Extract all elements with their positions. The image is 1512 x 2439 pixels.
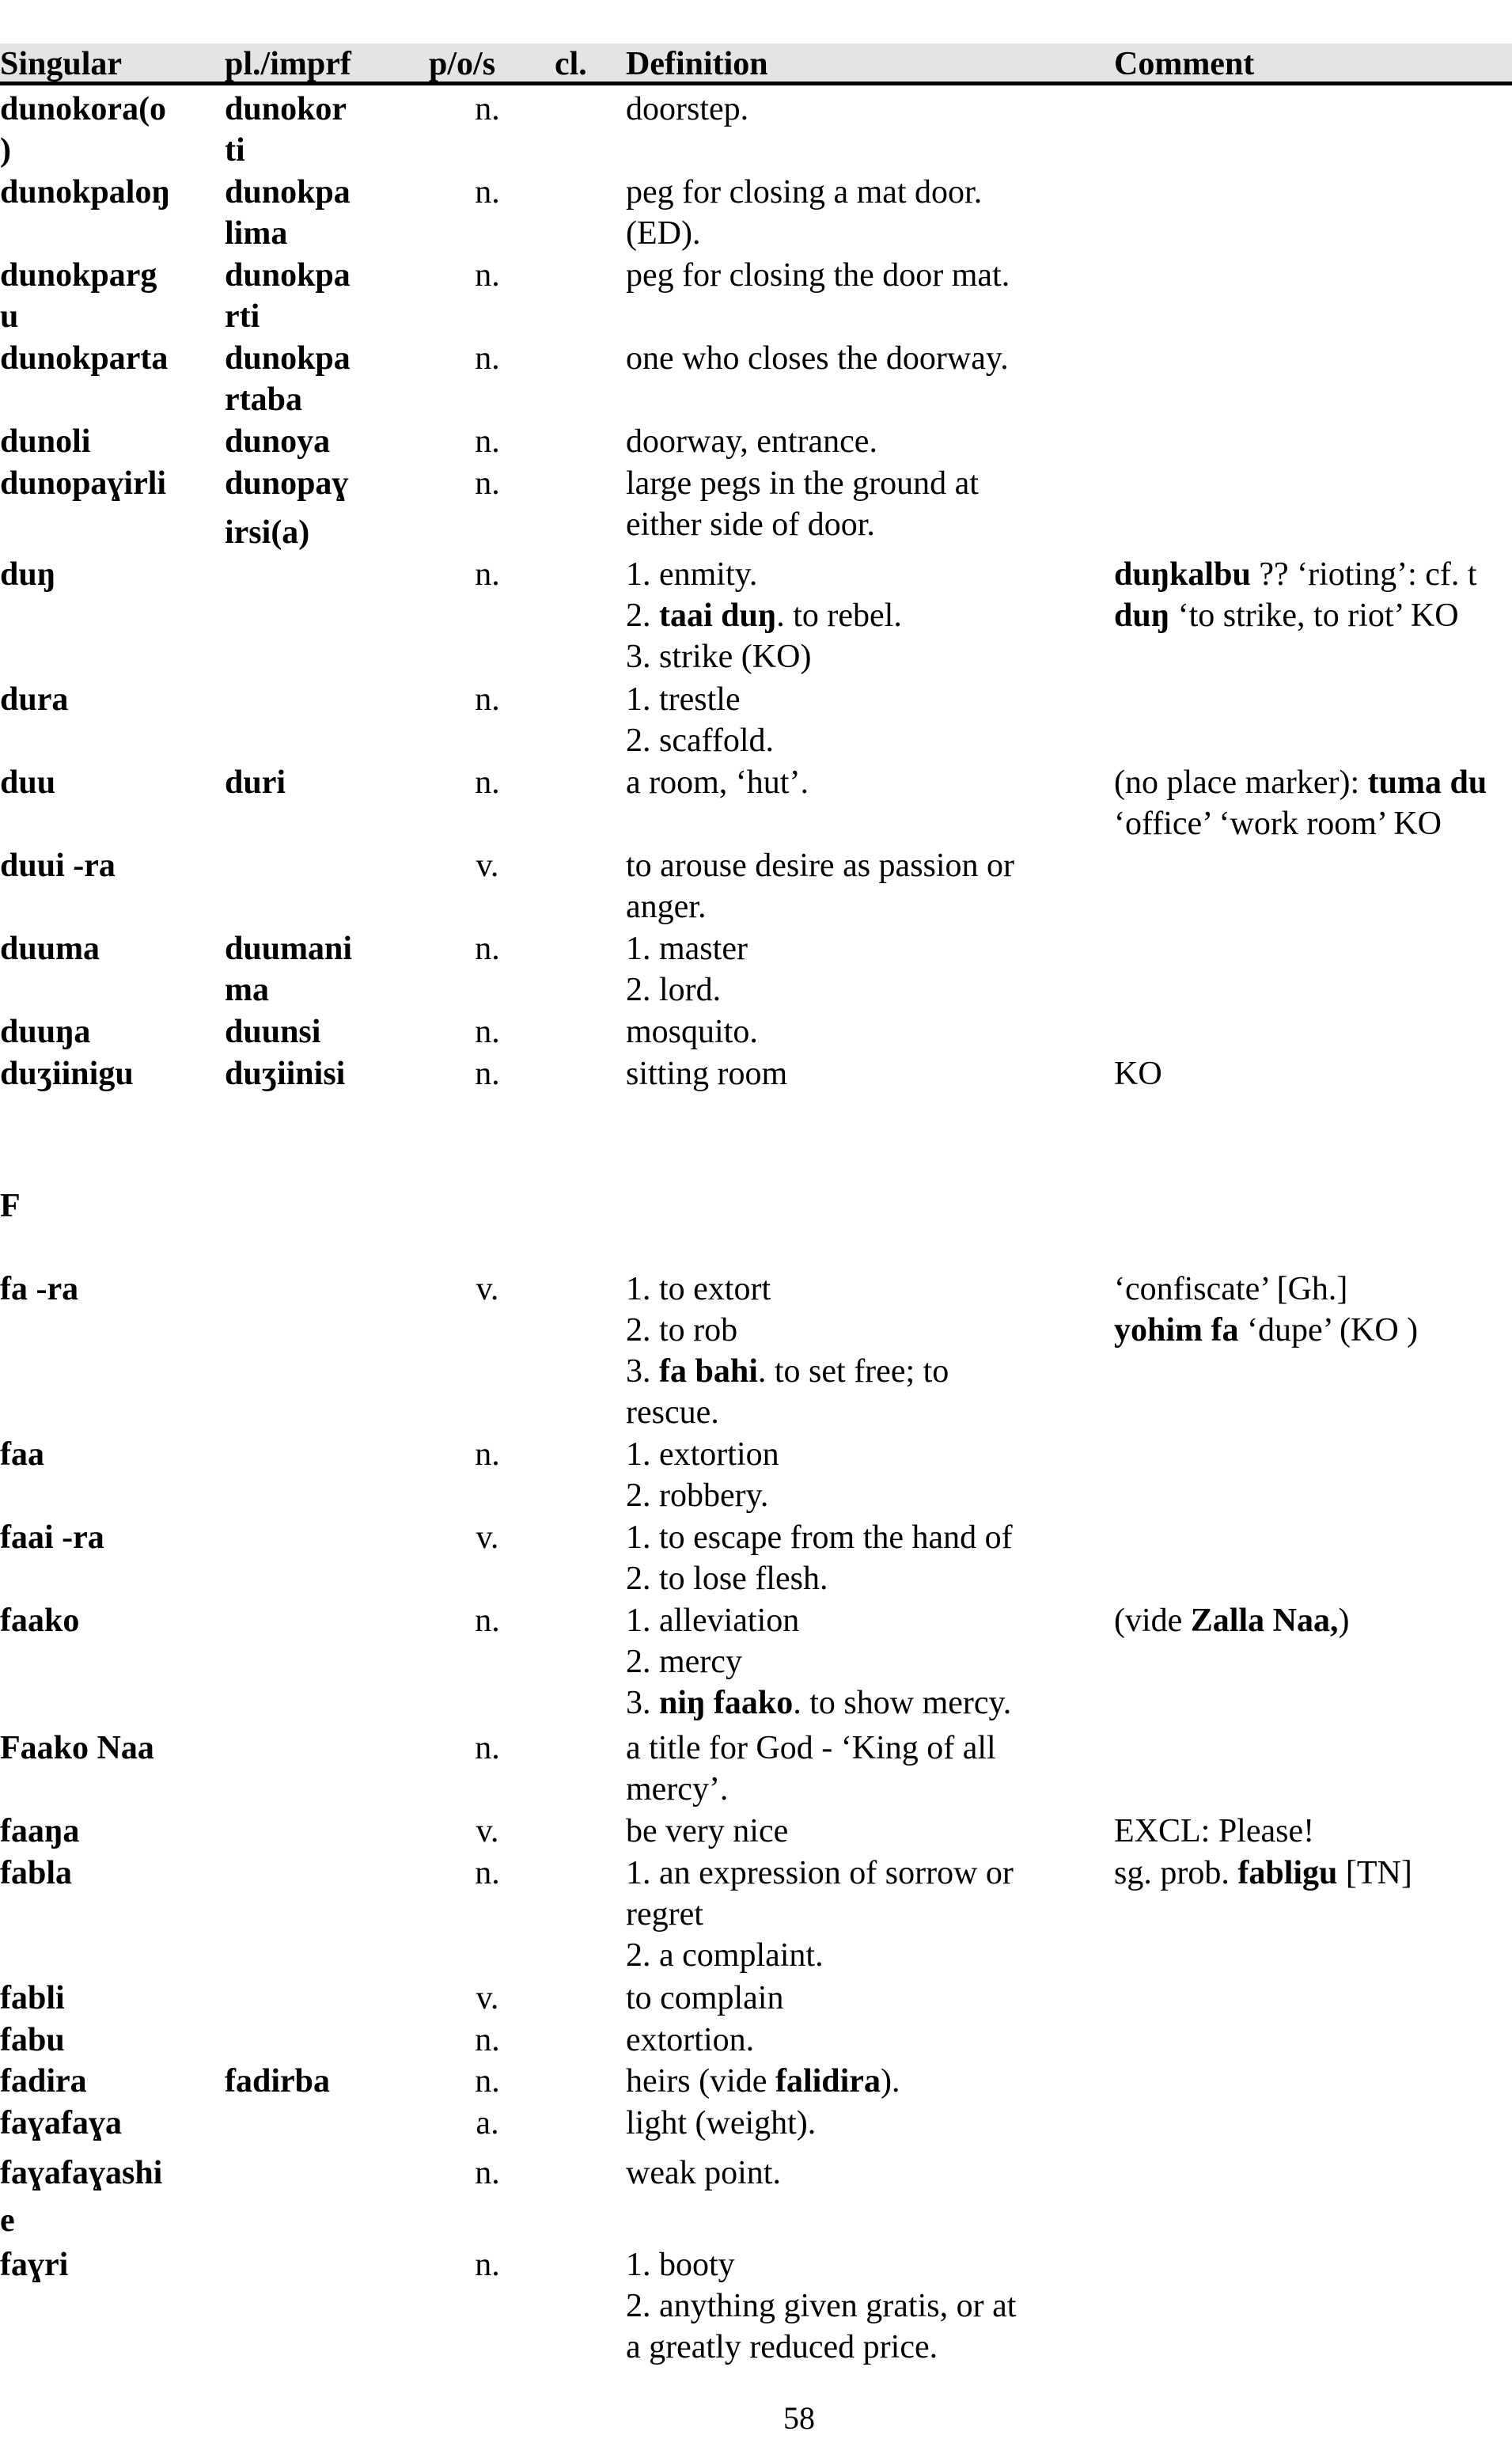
entry-definition: doorway, entrance. [626,423,877,460]
entry-definition-cont: rescue. [626,1394,719,1431]
header-comment: Comment [1114,46,1255,82]
entry-pos: v. [476,1980,499,2016]
entry-plural: duunsi [225,1014,321,1050]
entry-comment: ‘confiscate’ [Gh.] [1114,1271,1348,1307]
entry-definition: 1. trestle [626,681,741,718]
entry-pos: n. [475,1855,500,1891]
entry-plural: dunopaɣ [225,465,349,502]
header-pos: p/o/s [429,46,496,82]
entry-definition: extortion. [626,2022,755,2058]
entry-plural-cont: rti [225,298,260,335]
entry-definition: 1. to extort [626,1271,771,1307]
entry-definition: 1. alleviation [626,1603,800,1639]
headword-ref: fabligu [1237,1855,1338,1891]
entry-definition: 1. booty [626,2247,735,2283]
entry-definition: 1. an expression of sorrow or [626,1855,1014,1891]
entry-singular: fabla [0,1855,73,1891]
entry-definition-cont: (ED). [626,215,701,252]
headword-ref: tuma du [1367,764,1487,801]
entry-pos: n. [475,91,500,127]
entry-definition: be very nice [626,1813,789,1849]
headword-ref: yohim fa [1114,1312,1239,1348]
entry-definition-2: 2. a complaint. [626,1937,824,1974]
entry-definition-3: 3. niŋ faako. to show mercy. [626,1685,1012,1721]
entry-singular: faɣafaɣashi [0,2155,163,2191]
entry-definition: peg for closing a mat door. [626,174,983,211]
entry-definition: mosquito. [626,1014,758,1050]
entry-definition-2: 2. to rob [626,1312,738,1348]
entry-pos: n. [475,423,500,460]
page-number: 58 [783,2400,815,2436]
headword-ref: fa bahi [659,1353,758,1390]
entry-comment: (no place marker): tuma du [1114,764,1487,801]
entry-pos: n. [475,1436,500,1473]
entry-pos: n. [475,681,500,718]
entry-plural-cont: ma [225,972,269,1008]
entry-plural: dunoya [225,423,331,460]
headword-ref: Zalla Naa, [1190,1603,1339,1639]
entry-singular: fa -ra [0,1271,79,1307]
headword-ref: falidira [775,2063,881,2100]
entry-comment-cont: ‘office’ ‘work room’ KO [1114,806,1442,842]
header-singular: Singular [0,46,123,82]
entry-definition: weak point. [626,2155,781,2191]
entry-definition: sitting room [626,1056,788,1092]
entry-plural-cont: rtaba [225,381,302,418]
entry-definition-cont: mercy’. [626,1771,729,1807]
header-plural: pl./imprf [225,46,351,82]
entry-pos: n. [475,1014,500,1050]
entry-pos: n. [475,764,500,801]
entry-pos: n. [475,931,500,967]
entry-definition: a title for God - ‘King of all [626,1730,996,1766]
entry-definition: 1. master [626,931,748,967]
entry-definition: doorstep. [626,91,749,127]
entry-singular: duʒiinigu [0,1056,134,1092]
entry-definition: large pegs in the ground at [626,465,979,502]
entry-pos: n. [475,174,500,211]
entry-definition-2: 2. robbery. [626,1477,769,1514]
entry-pos: n. [475,465,500,502]
entry-pos: n. [475,556,500,593]
headword-ref: duŋkalbu [1114,556,1251,593]
entry-comment: duŋkalbu ?? ‘rioting’: cf. t [1114,556,1477,593]
entry-definition: 1. extortion [626,1436,779,1473]
entry-pos: n. [475,2063,500,2100]
entry-pos: v. [476,1813,499,1849]
entry-definition-cont: a greatly reduced price. [626,2329,938,2365]
entry-singular: faaŋa [0,1813,80,1849]
entry-singular-cont: e [0,2202,15,2239]
entry-definition: 1. to escape from the hand of [626,1519,1013,1556]
entry-singular: duuma [0,931,100,967]
entry-plural: duri [225,764,286,801]
entry-definition-2: 2. to lose flesh. [626,1561,828,1597]
entry-pos: n. [475,340,500,377]
entry-definition-cont: anger. [626,889,707,925]
entry-plural-cont: lima [225,215,288,252]
entry-singular: dura [0,681,69,718]
entry-comment: (vide Zalla Naa,) [1114,1603,1350,1639]
entry-pos: n. [475,1603,500,1639]
entry-definition: 1. enmity. [626,556,758,593]
entry-definition-3: 3. fa bahi. to set free; to [626,1353,949,1390]
entry-definition: a room, ‘hut’. [626,764,809,801]
entry-pos: n. [475,2155,500,2191]
entry-comment-cont: duŋ ‘to strike, to riot’ KO [1114,597,1459,634]
entry-singular: faai -ra [0,1519,104,1556]
entry-definition-3: 3. strike (KO) [626,639,812,675]
entry-comment: EXCL: Please! [1114,1813,1315,1849]
headword-ref: duŋ [1114,597,1170,634]
entry-singular: duuŋa [0,1014,91,1050]
entry-plural: dunokpa [225,174,351,211]
entry-plural: duʒiinisi [225,1056,346,1092]
entry-definition-2: 2. anything given gratis, or at [626,2288,1017,2324]
header-definition: Definition [626,46,768,82]
entry-comment-cont: yohim fa ‘dupe’ (KO ) [1114,1312,1419,1348]
entry-singular-cont: u [0,298,19,335]
entry-definition-cont: regret [626,1896,703,1933]
entry-definition: one who closes the doorway. [626,340,1009,377]
entry-singular: dunopaɣirli [0,465,167,502]
entry-pos: v. [476,848,499,884]
entry-singular: Faako Naa [0,1730,154,1766]
entry-singular: dunokpaloŋ [0,174,170,211]
entry-definition-2: 2. scaffold. [626,723,775,759]
entry-singular: duui -ra [0,848,116,884]
entry-pos: n. [475,2247,500,2283]
entry-singular: dunokparta [0,340,169,377]
entry-plural: dunokpa [225,257,351,294]
entry-singular: duu [0,764,56,801]
entry-singular: duŋ [0,556,56,593]
entry-comment: KO [1114,1056,1162,1092]
entry-plural: dunokor [225,91,347,127]
entry-plural-cont: ti [225,132,245,169]
headword-ref: niŋ faako [659,1685,794,1721]
entry-definition-cont: either side of door. [626,506,875,543]
entry-singular: faɣri [0,2247,69,2283]
header-class: cl. [555,46,587,82]
entry-pos: a. [476,2105,499,2141]
entry-definition: to complain [626,1980,784,2016]
entry-definition: peg for closing the door mat. [626,257,1010,294]
entry-definition-2: 2. lord. [626,972,722,1008]
entry-definition: heirs (vide falidira). [626,2063,900,2100]
entry-pos: n. [475,1056,500,1092]
entry-definition: light (weight). [626,2105,817,2141]
entry-singular: faɣafaɣa [0,2105,122,2141]
entry-plural: fadirba [225,2063,331,2100]
entry-pos: n. [475,2022,500,2058]
entry-plural-cont: irsi(a) [225,514,310,551]
entry-singular-cont: ) [0,132,11,169]
entry-singular: fabu [0,2022,65,2058]
section-letter: F [0,1188,21,1224]
entry-pos: v. [476,1271,499,1307]
entry-pos: v. [476,1519,499,1556]
entry-singular: faa [0,1436,44,1473]
entry-definition: to arouse desire as passion or [626,848,1015,884]
entry-definition-2: 2. mercy [626,1644,742,1680]
entry-singular: fadira [0,2063,87,2100]
entry-singular: dunoli [0,423,91,460]
entry-singular: faako [0,1603,80,1639]
entry-plural: duumani [225,931,353,967]
entry-singular: dunokparg [0,257,157,294]
entry-comment: sg. prob. fabligu [TN] [1114,1855,1412,1891]
entry-singular: fabli [0,1980,65,2016]
entry-plural: dunokpa [225,340,351,377]
headword-ref: taai duŋ [659,597,777,634]
entry-pos: n. [475,1730,500,1766]
entry-definition-2: 2. taai duŋ. to rebel. [626,597,902,634]
entry-pos: n. [475,257,500,294]
entry-singular: dunokora(o [0,91,167,127]
